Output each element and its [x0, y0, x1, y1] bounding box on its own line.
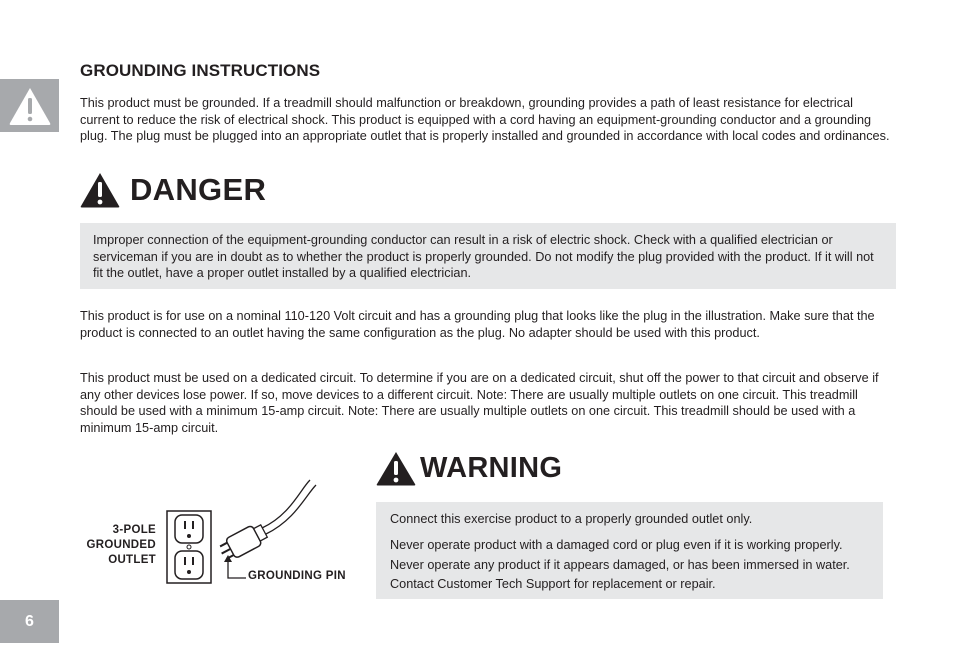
warning-box	[376, 502, 883, 599]
page-number: 6	[0, 600, 59, 643]
warning-title	[376, 451, 562, 486]
intro-paragraph: This product must be grounded. If a treadmill should malfunction or breakdown, grounding provides a path of least resistance for electrical current to reduce the risk of electrical shock. This product is equipped with a cord having an equipment-grounding conductor and a grounding plug. The plug must be plugged into an appropriate outlet that is properly installed and grounded in accordance with local codes and ordinances.	[80, 96, 890, 143]
warning-triangle-icon	[376, 451, 416, 486]
section-heading: GROUNDING INSTRUCTIONS	[80, 61, 321, 80]
danger-box	[80, 223, 896, 289]
danger-title	[80, 172, 266, 208]
voltage-paragraph: This product is for use on a nominal 110-120 Volt circuit and has a grounding plug that looks like the plug in the illustration. Make sure that the product is connected to an outlet having the same configuration as the plug. No adapter should be used with this product.	[80, 309, 875, 340]
danger-triangle-icon	[80, 172, 120, 208]
outlet-plug-illustration	[160, 470, 360, 585]
warning-line-1: Connect this exercise product to a properly grounded outlet only.	[390, 512, 753, 526]
warning-triangle-icon	[8, 86, 52, 126]
circuit-paragraph: This product must be used on a dedicated circuit. To determine if you are on a dedicated circuit, shut off the power to that circuit and observe if any other devices lose power. If so, move devices to a different circuit. Note: There are usually multiple outlets on one circuit. This treadmill should be used with a minimum 15-amp circuit. Note: There are usually multiple outlets on one circuit. This treadmill should be used with a minimum 15-amp circuit.	[80, 371, 879, 435]
side-tab	[0, 79, 59, 132]
danger-title-text: DANGER	[130, 172, 267, 207]
outlet-label: 3-POLE GROUNDED OUTLET	[86, 524, 156, 566]
warning-title-text: WARNING	[420, 452, 563, 484]
plug	[216, 521, 269, 563]
grounding-pin-label: GROUNDING PIN	[248, 570, 346, 582]
danger-text: Improper connection of the equipment-grounding conductor can result in a risk of electric shock. Check with a qualified electrician or serviceman if you are in doubt as to whether the product is properly grounded. Do not modify the plug provided with the product. If it will not fit the outlet, have a proper outlet installed by a qualified electrician.	[93, 233, 874, 280]
warning-line-2: Never operate product with a damaged cord or plug even if it is working properly. Never operate any product if it appears damaged, or has been immersed in water. Contact Customer Tech Support for replacement or repair.	[390, 538, 850, 591]
